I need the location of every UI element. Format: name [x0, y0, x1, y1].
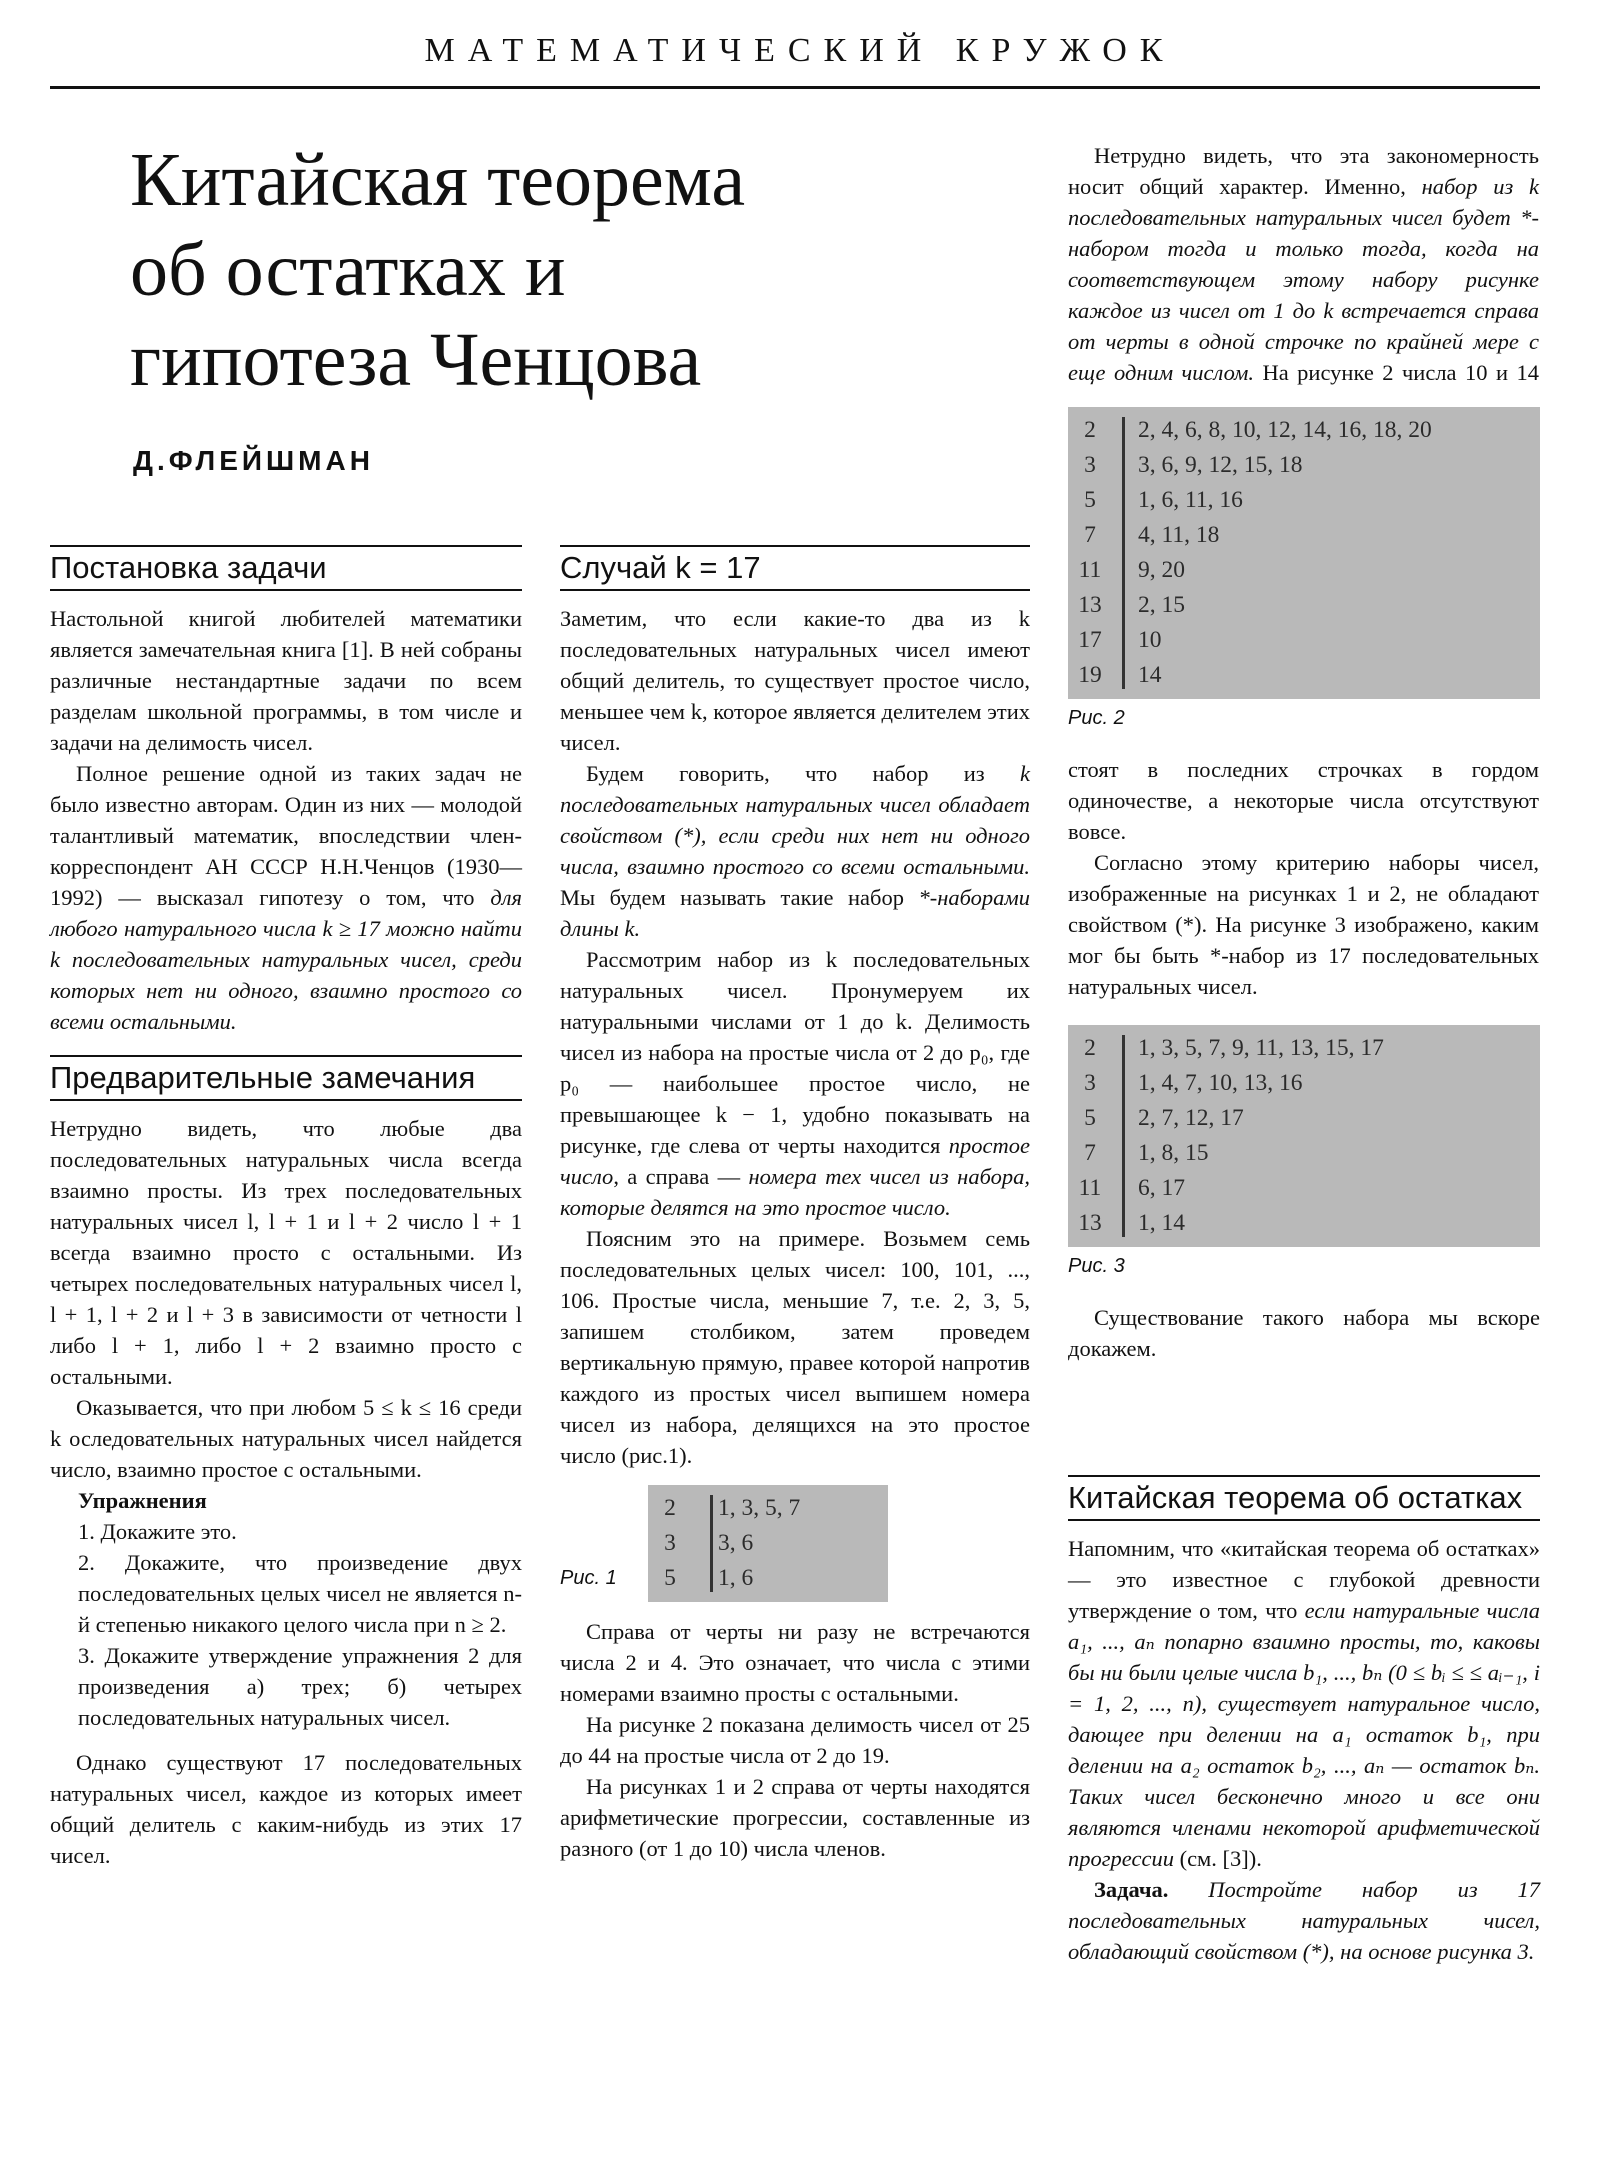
divider-line — [1122, 417, 1125, 689]
text-span: , а справа — — [613, 1164, 749, 1189]
index-list: 14 — [1138, 662, 1162, 688]
paragraph: Поясним это на примере. Возьмем семь последовательных целых чисел: 100, 101, ..., 106. Простые числа, меньшие 7, т.е. 2, 3, 5, запишем столбиком, затем проведем вертикальную прямую, правее которой напротив каждого из простых чисел выпишем номера чисел из набора, делящихся на это простое число (рис.1). — [560, 1226, 1030, 1468]
figure-row — [1068, 518, 1540, 553]
index-list: 3, 6, 9, 12, 15, 18 — [1138, 452, 1303, 478]
prime-label: 3 — [1084, 452, 1096, 478]
figure-caption: Рис. 3 — [1068, 1255, 1125, 1277]
index-list: 1, 4, 7, 10, 13, 16 — [1138, 1070, 1303, 1096]
exercise-item: 2. Докажите, что произведение двух последовательных целых чисел не является n-й степенью никакого целого числа при n ≥ 2. — [78, 1550, 522, 1637]
text-span: Будем говорить, что набор из — [586, 761, 1020, 786]
author-name: Д.ФЛЕЙШМАН — [133, 445, 374, 476]
divider-line — [710, 1495, 713, 1592]
prime-label: 11 — [1078, 1175, 1102, 1201]
paragraph — [560, 758, 1030, 944]
paragraph — [50, 758, 522, 1037]
prime-label: 5 — [1084, 487, 1096, 513]
paragraph: На рисунках 1 и 2 справа от черты находятся арифметические прогрессии, составленные из разного (от 1 до 10) числа членов. — [560, 1774, 1030, 1861]
text-span: (см. [3]). — [1173, 1846, 1262, 1871]
prime-label: 17 — [1078, 627, 1102, 653]
figure-row — [1068, 553, 1540, 588]
figure-box — [648, 1485, 888, 1602]
italic-text: *-наборами длины k. — [560, 885, 1030, 941]
figure-row — [1068, 413, 1540, 448]
figure-row — [1068, 588, 1540, 623]
figure-box — [1068, 1025, 1540, 1247]
title-line: об остатках и — [130, 228, 566, 312]
index-list: 9, 20 — [1138, 557, 1185, 583]
prime-label: 7 — [1084, 522, 1096, 548]
column-3-lower — [1068, 1475, 1540, 1967]
paragraph: Справа от черты ни разу не встречаются числа 2 и 4. Это означает, что числа с этими номерами взаимно просты с остальными. — [560, 1619, 1030, 1706]
text-span: Напомним, что «китайская теорема об остатках» — это известное с глубокой древности утверждение о том, что — [1068, 1536, 1540, 1623]
index-list: 1, 3, 5, 7 — [718, 1495, 801, 1521]
index-list: 2, 7, 12, 17 — [1138, 1105, 1244, 1131]
figure-3 — [1068, 1025, 1540, 1288]
task-label: Задача. — [1094, 1877, 1169, 1902]
figure-row — [648, 1526, 888, 1561]
exercise-item: 1. Докажите это. — [78, 1519, 237, 1544]
index-list: 2, 15 — [1138, 592, 1185, 618]
figure-row — [1068, 1031, 1540, 1066]
section-heading: Случай k = 17 — [560, 545, 1030, 591]
index-list: 1, 6, 11, 16 — [1138, 487, 1243, 513]
prime-label: 3 — [664, 1530, 676, 1556]
paragraph: Оказывается, что при любом 5 ≤ k ≤ 16 среди k оследовательных натуральных чисел найдется число, взаимно простое с остальными. — [50, 1395, 522, 1482]
prime-label: 19 — [1078, 662, 1102, 688]
paragraph: Существование такого набора мы вскоре докажем. — [1068, 1305, 1540, 1361]
paragraph — [1068, 1533, 1540, 1874]
index-list: 3, 6 — [718, 1530, 754, 1556]
section-heading: Предварительные замечания — [50, 1055, 522, 1101]
text-span: Мы будем называть такие набор — [560, 885, 919, 910]
exercises — [50, 1485, 522, 1733]
section-heading: Китайская теорема об остатках — [1068, 1475, 1540, 1521]
italic-text: набор из k последовательных натуральных чисел будет *-набором тогда и только тогда, когда на соответствующем этому набору рисунке каждое из чисел от 1 до k встречается справа от черты в одной строчке по крайней мере с еще одним числом. — [1068, 174, 1539, 385]
figure-row — [1068, 658, 1540, 693]
paragraph: Однако существуют 17 последовательных натуральных чисел, каждое из которых имеет общий делитель с каким-нибудь из этих 17 чисел. — [50, 1750, 522, 1868]
figure-caption: Рис. 2 — [1068, 707, 1125, 729]
prime-label: 13 — [1078, 1210, 1102, 1236]
figure-row — [1068, 448, 1540, 483]
italic-text: k последовательных натуральных чисел обладает свойством (*), если среди них нет ни одного числа, взаимно простого со всеми остальными. — [560, 761, 1030, 879]
column-1 — [50, 545, 522, 1871]
italic-text: простое число — [560, 1133, 1030, 1189]
prime-label: 3 — [1084, 1070, 1096, 1096]
italic-text: если натуральные числа a₁, ..., aₙ попарно взаимно просты, то, каковы бы ни были целые числа b₁, ..., bₙ (0 ≤ bᵢ ≤ ≤ aᵢ₋₁, i = 1, 2, ..., n), существует натуральное число, дающее при делении на a₁ остаток b₁, при делении на a₂ остаток b₂, ..., aₙ — остаток bₙ. Таких чисел бесконечно много и все они являются членами некоторой арифметической прогрессии — [1068, 1598, 1540, 1871]
title-line: Китайская теорема — [130, 138, 746, 222]
paragraph: Нетрудно видеть, что любые два последовательных натуральных числа всегда взаимно просты. Из трех последовательных натуральных чисел l, l + 1 и l + 2 число l + 1 всегда взаимно просто с остальными. Из четырех последовательных натуральных чисел l, l + 1, l + 2 и l + 3 в зависимости от четности l либо l + 1, либо l + 2 взаимно просто с остальными. — [50, 1116, 522, 1389]
index-list: 6, 17 — [1138, 1175, 1185, 1201]
prime-label: 2 — [1084, 1035, 1096, 1061]
index-list: 1, 3, 5, 7, 9, 11, 13, 15, 17 — [1138, 1035, 1384, 1061]
text-span: Рассмотрим набор из k последовательных натуральных чисел. Пронумеруем их натуральными числами от 1 до k. Делимость чисел из набора на простые числа от 2 до p₀, где p₀ — наибольшее простое число, не превышающее k − 1, удобно показывать на рисунке, где слева от черты находится — [560, 947, 1030, 1158]
index-list: 10 — [1138, 627, 1162, 653]
prime-label: 2 — [1084, 417, 1096, 443]
figure-row — [648, 1561, 888, 1596]
article-title — [130, 135, 910, 405]
figure-row — [1068, 1101, 1540, 1136]
exercises-title: Упражнения — [78, 1488, 207, 1513]
italic-text: номера тех чисел из набора, которые делятся на это простое число. — [560, 1164, 1030, 1220]
figure-row — [1068, 483, 1540, 518]
figure-row — [1068, 1206, 1540, 1241]
italic-text: для любого натурального числа k ≥ 17 можно найти k последовательных натуральных чисел, среди которых нет ни одного, взаимно простого со всеми остальными. — [50, 885, 522, 1034]
index-list: 2, 4, 6, 8, 10, 12, 14, 16, 18, 20 — [1138, 417, 1432, 443]
index-list: 1, 6 — [718, 1565, 754, 1591]
paragraph: Настольной книгой любителей математики является замечательная книга [1]. В ней собраны различные нестандартные задачи по всем разделам школьной программы, в том числе и задачи на делимость чисел. — [50, 606, 522, 755]
figure-row — [1068, 1066, 1540, 1101]
prime-label: 5 — [1084, 1105, 1096, 1131]
text-span: Полное решение одной из таких задач не было известно авторам. Один из них — молодой талантливый математик, впоследствии член-корреспондент АН СССР Н.Н.Ченцов (1930—1992) — высказал гипотезу о том, что — [50, 761, 522, 910]
column-2 — [560, 545, 1030, 1864]
italic-text: Постройте набор из 17 последовательных натуральных чисел, обладающий свойством (*), на основе рисунка 3. — [1068, 1877, 1540, 1964]
index-list: 1, 8, 15 — [1138, 1140, 1209, 1166]
prime-label: 7 — [1084, 1140, 1096, 1166]
prime-label: 5 — [664, 1565, 676, 1591]
paragraph: Заметим, что если какие-то два из k последовательных натуральных чисел имеют общий делитель, то существует простое число, меньшее чем k, которое является делителем этих чисел. — [560, 606, 1030, 755]
prime-label: 2 — [664, 1495, 676, 1521]
text-span: Нетрудно видеть, что эта закономерность носит общий характер. Именно, — [1068, 143, 1539, 199]
divider-line — [1122, 1035, 1125, 1237]
figure-row — [1068, 1171, 1540, 1206]
prime-label: 11 — [1078, 557, 1102, 583]
figure-1 — [560, 1485, 1030, 1602]
figure-row — [648, 1491, 888, 1526]
index-list: 4, 11, 18 — [1138, 522, 1220, 548]
figure-row — [1068, 623, 1540, 658]
section-heading: Постановка задачи — [50, 545, 522, 591]
prime-label: 13 — [1078, 592, 1102, 618]
paragraph — [560, 944, 1030, 1223]
figure-box — [1068, 407, 1540, 699]
running-head: МАТЕМАТИЧЕСКИЙ КРУЖОК — [424, 32, 1176, 69]
paragraph: Согласно этому критерию наборы чисел, изображенные на рисунках 1 и 2, не обладают свойством (*). На рисунке 3 изображено, каким мог бы быть *-набор из 17 последовательных натуральных чисел. — [1068, 850, 1539, 999]
title-line: гипотеза Ченцова — [130, 318, 702, 402]
paragraph: На рисунке 2 показана делимость чисел от 25 до 44 на простые числа от 2 до 19. — [560, 1712, 1030, 1768]
figure-2 — [1068, 407, 1540, 740]
header-rule — [50, 86, 1540, 89]
exercise-item: 3. Докажите утверждение упражнения 2 для произведения а) трех; б) четырех последовательных натуральных чисел. — [78, 1643, 522, 1730]
figure-caption: Рис. 1 — [560, 1567, 617, 1589]
figure-row — [1068, 1136, 1540, 1171]
text-span: На рисунке 2 числа 10 и 14 стоят в последних строчках в гордом одиночестве, а некоторые числа отсутствуют вовсе. — [1068, 360, 1539, 844]
paragraph — [1068, 1874, 1540, 1967]
index-list: 1, 14 — [1138, 1210, 1185, 1236]
